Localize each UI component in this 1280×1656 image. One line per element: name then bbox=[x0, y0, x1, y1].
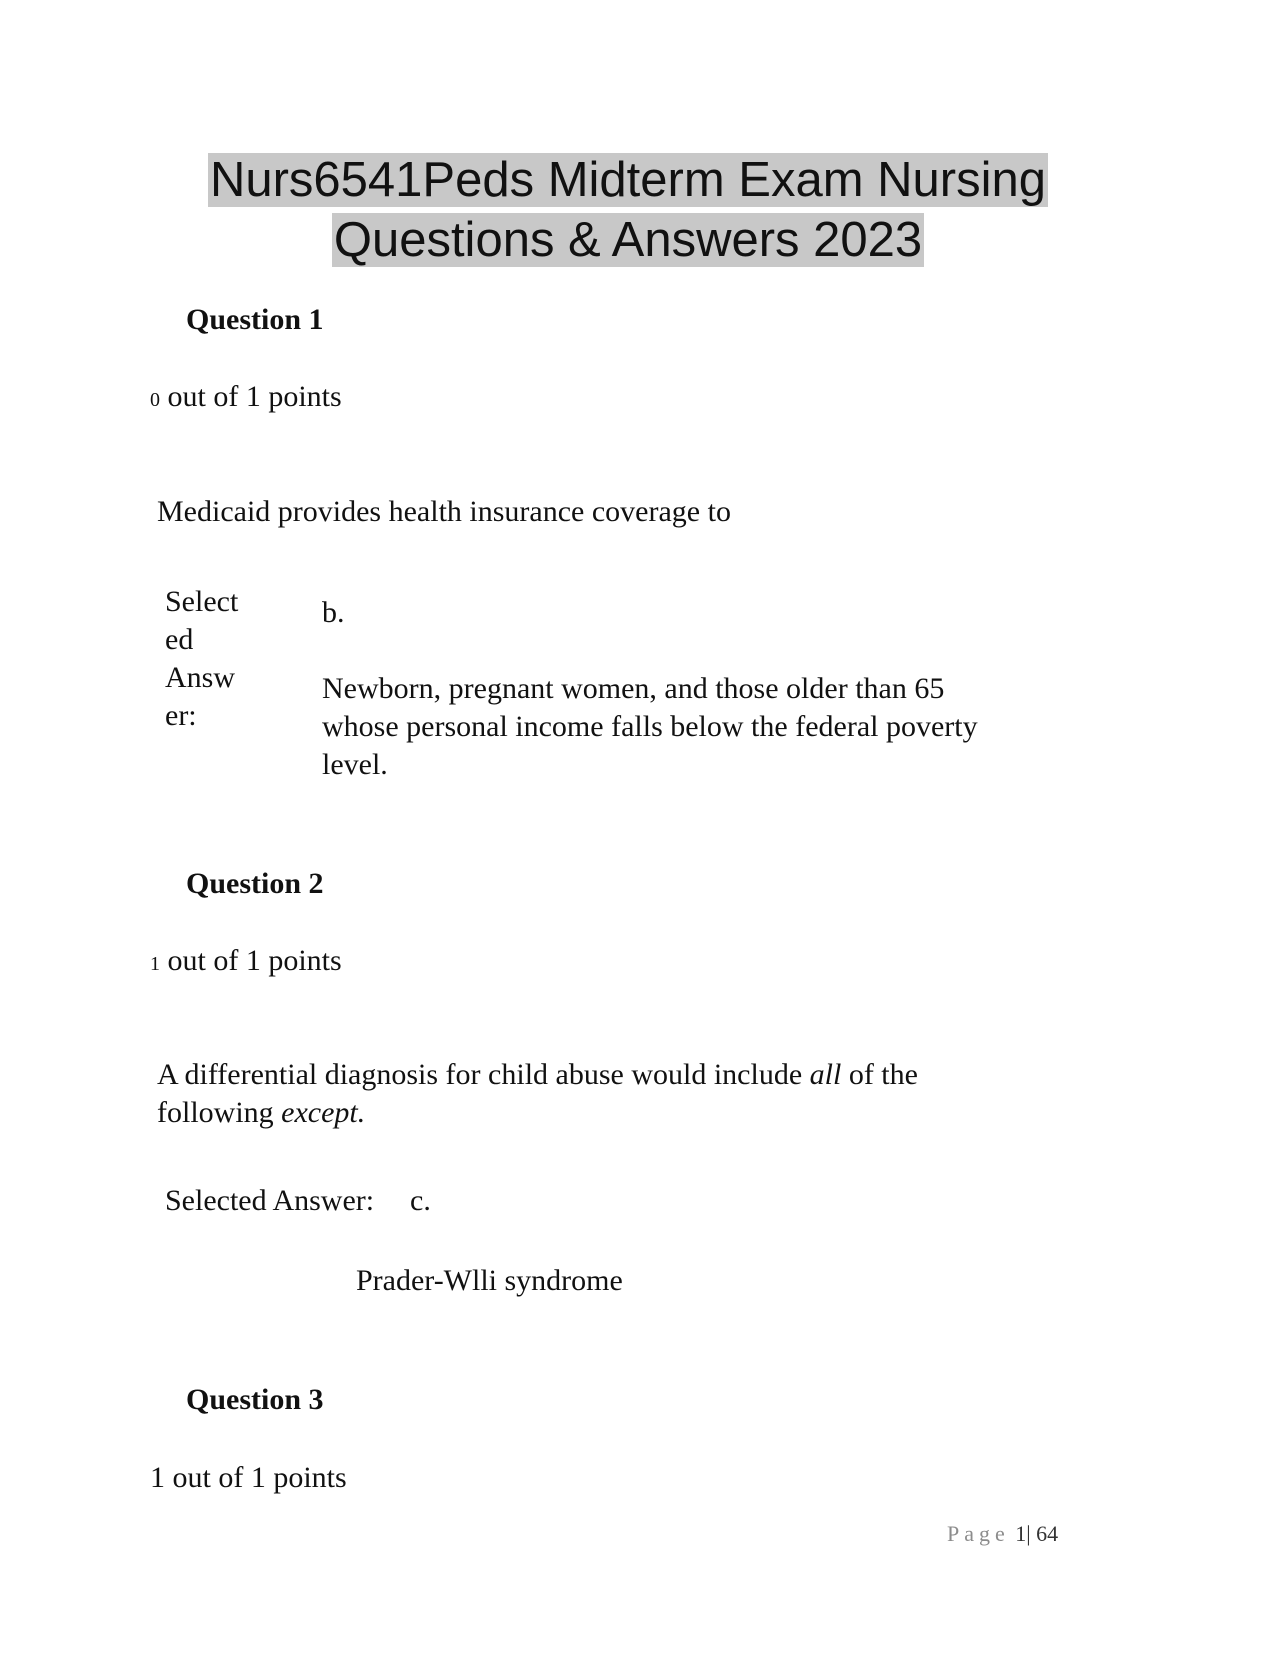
question-1-answer-letter: b. bbox=[322, 596, 345, 629]
question-2-points-total: out of 1 points bbox=[167, 944, 342, 977]
question-1-selected-answer-label: Select ed Answ er: bbox=[165, 585, 239, 732]
question-1-points-earned: 0 bbox=[150, 389, 160, 411]
question-3-points: 1 out of 1 points bbox=[150, 1461, 347, 1494]
question-1-points bbox=[150, 379, 342, 418]
question-2-points-earned: 1 bbox=[150, 953, 160, 975]
question-1-heading: Question 1 bbox=[186, 303, 324, 336]
question-2-heading: Question 2 bbox=[186, 867, 324, 900]
question-1-points-total: out of 1 points bbox=[167, 380, 342, 413]
question-1-answer-text: Newborn, pregnant women, and those older than 65 whose personal income falls below the federal poverty level. bbox=[322, 672, 978, 781]
question-2-answer-letter: c. bbox=[410, 1184, 431, 1217]
page-footer bbox=[947, 1520, 1058, 1548]
question-2-answer-text: Prader-Wlli syndrome bbox=[356, 1264, 623, 1297]
page-current: 1 bbox=[1015, 1521, 1027, 1546]
page-separator: | bbox=[1026, 1521, 1031, 1546]
document-title-line-2: Questions & Answers 2023 bbox=[333, 213, 923, 267]
page-word: Page bbox=[947, 1521, 1010, 1546]
document-title-line-1: Nurs6541Peds Midterm Exam Nursing bbox=[209, 153, 1047, 207]
question-2-text: A differential diagnosis for child abuse would include all of the following except. bbox=[157, 1058, 918, 1129]
question-3-heading: Question 3 bbox=[186, 1383, 324, 1416]
page-total: 64 bbox=[1036, 1521, 1059, 1546]
question-2-points bbox=[150, 943, 342, 982]
question-1-text: Medicaid provides health insurance coverage to bbox=[157, 495, 731, 528]
question-2-selected-answer-label: Selected Answer: bbox=[165, 1184, 375, 1217]
